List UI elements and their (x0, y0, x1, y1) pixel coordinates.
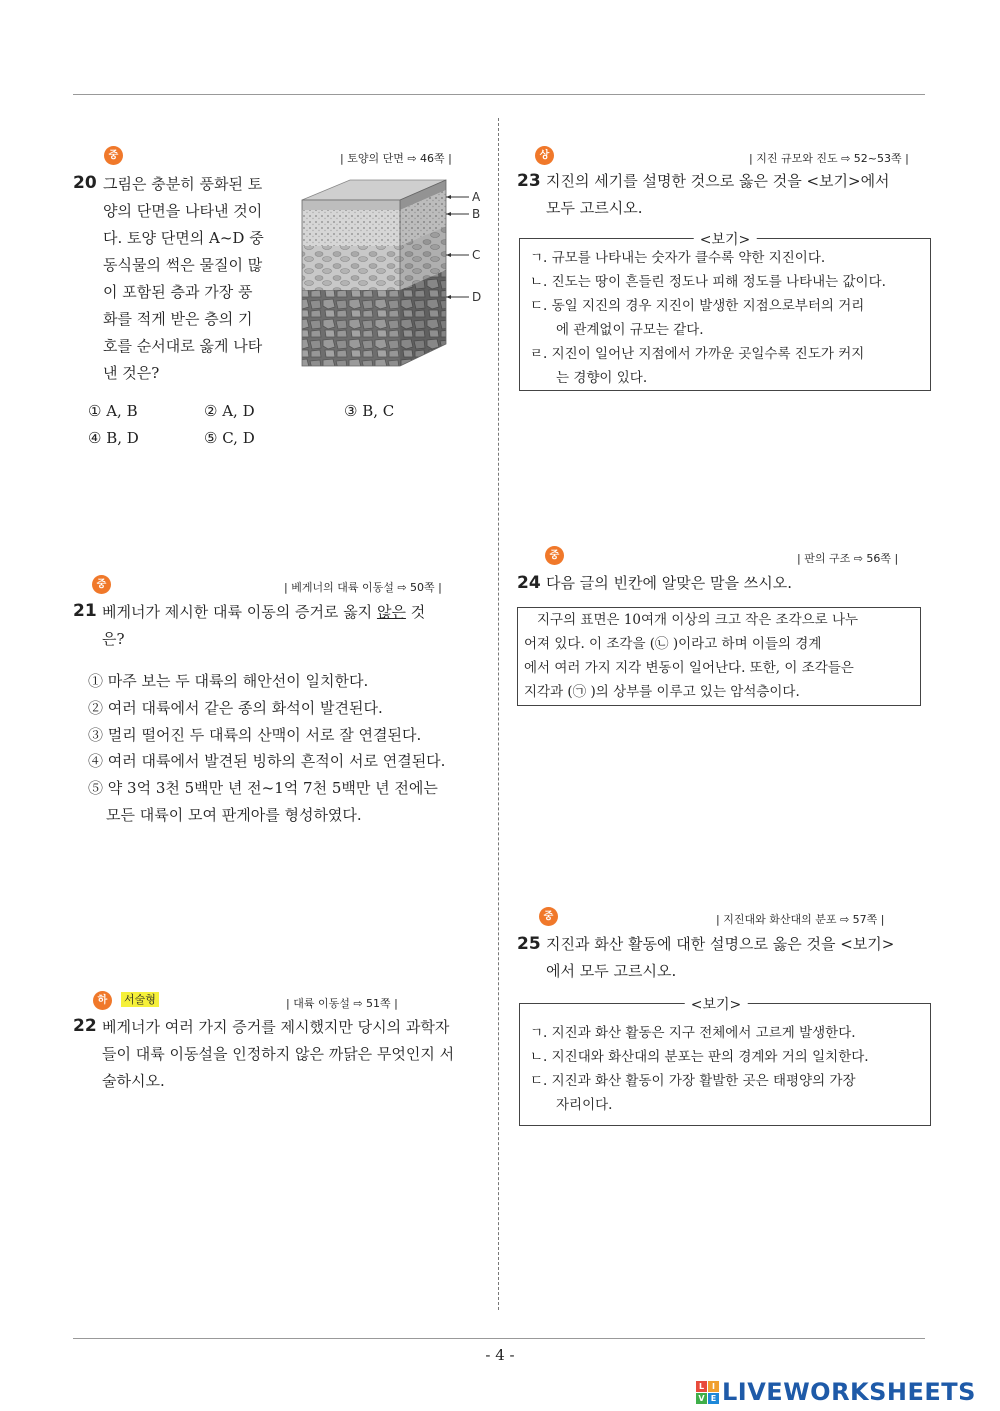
page-reference: | 지진대와 화산대의 분포 ⇨ 57쪽 | (716, 913, 885, 926)
soil-label-b: B (472, 207, 481, 221)
example-item: ㄷ. 지진과 화산 활동이 가장 활발한 곳은 태평양의 가장 (530, 1073, 856, 1089)
question-text: 그림은 충분히 풍화된 토 양의 단면을 나타낸 것이 다. 토양 단면의 A~D 중 동식물의 썩은 물질이 많 이 포함된 층과 가장 풍 화를 적게 받은 층의 기 호를 순서대로 옳게 나타 낸 것은? (103, 175, 264, 382)
page-number: - 4 - (485, 1346, 515, 1364)
example-item-continued: 에 관계없이 규모는 같다. (556, 322, 704, 338)
choice-5[interactable]: ⑤ 약 3억 3천 5백만 년 전~1억 7천 5백만 년 전에는 (88, 779, 438, 797)
example-box-title: <보기> (685, 994, 748, 1014)
example-item: ㄱ. 규모를 나타내는 숫자가 클수록 약한 지진이다. (530, 250, 826, 266)
choice-5[interactable]: ⑤ C, D (204, 429, 255, 447)
passage-line: 에서 여러 가지 지각 변동이 일어난다. 또한, 이 조각들은 (524, 660, 854, 676)
example-item: ㄷ. 동일 지진의 경우 지진이 발생한 지점으로부터의 거리 (530, 298, 865, 314)
page-reference: | 대륙 이동설 ⇨ 51쪽 | (286, 997, 398, 1010)
choice-3[interactable]: ③ 멀리 떨어진 두 대륙의 산맥이 서로 잘 연결된다. (88, 726, 422, 744)
question-number: 24 (517, 573, 541, 593)
question-number: 23 (517, 171, 541, 191)
soil-label-d: D (472, 290, 482, 304)
page-reference: | 지진 규모와 진도 ⇨ 52~53쪽 | (749, 152, 909, 165)
question-text: 베게너가 제시한 대륙 이동의 증거로 옳지 않은 것 은? (102, 603, 426, 648)
bottom-rule (73, 1338, 925, 1339)
passage-line: 어져 있다. 이 조각을 (㉡ )이라고 하며 이들의 경계 (524, 636, 822, 652)
column-divider (498, 118, 499, 1310)
page-reference: | 베게너의 대륙 이동설 ⇨ 50쪽 | (284, 581, 442, 594)
choice-2[interactable]: ② A, D (204, 402, 255, 420)
question-number: 22 (73, 1016, 97, 1036)
question-number: 20 (73, 173, 97, 193)
choice-1[interactable]: ① 마주 보는 두 대륙의 해안선이 일치한다. (88, 672, 369, 690)
page-reference: | 토양의 단면 ⇨ 46쪽 | (340, 152, 452, 165)
choice-1[interactable]: ① A, B (88, 402, 138, 420)
question-text: 지진과 화산 활동에 대한 설명으로 옳은 것을 <보기> 에서 모두 고르시오. (546, 935, 895, 980)
example-item: ㄴ. 진도는 땅이 흔들린 정도나 피해 정도를 나타내는 값이다. (530, 274, 886, 290)
passage-line: 지각과 (㉠ )의 상부를 이루고 있는 암석층이다. (524, 684, 800, 700)
difficulty-badge: 중 (92, 575, 111, 594)
passage-line: 지구의 표면은 10여개 이상의 크고 작은 조각으로 나누 (537, 612, 859, 628)
logo-grid-cell: I (708, 1381, 719, 1392)
choice-4[interactable]: ④ 여러 대륙에서 발견된 빙하의 흔적이 서로 연결된다. (88, 752, 446, 770)
question-number: 21 (73, 601, 97, 621)
soil-label-a: A (472, 190, 481, 204)
example-item-continued: 자리이다. (556, 1097, 613, 1113)
choice-3[interactable]: ③ B, C (344, 402, 395, 420)
logo-grid-cell: L (696, 1381, 707, 1392)
example-box-title: <보기> (694, 229, 757, 249)
liveworksheets-logo (696, 1378, 976, 1406)
difficulty-badge: 하 (93, 991, 112, 1010)
example-item: ㄴ. 지진대와 화산대의 분포는 판의 경계와 거의 일치한다. (530, 1049, 869, 1065)
question-text: 베게너가 여러 가지 증거를 제시했지만 당시의 과학자 들이 대륙 이동설을 인정하지 않은 까닭은 무엇인지 서 술하시오. (102, 1018, 455, 1090)
example-item-continued: 는 경향이 있다. (556, 370, 648, 386)
question-text: 다음 글의 빈칸에 알맞은 말을 쓰시오. (546, 574, 792, 592)
choice-4[interactable]: ④ B, D (88, 429, 139, 447)
soil-label-c: C (472, 248, 481, 262)
difficulty-badge: 상 (535, 146, 554, 165)
logo-text: LIVEWORKSHEETS (722, 1378, 976, 1406)
essay-tag: 서술형 (121, 992, 159, 1007)
top-rule (73, 94, 925, 95)
choice-5-continued: 모든 대륙이 모여 판게아를 형성하였다. (106, 806, 362, 824)
question-number: 25 (517, 934, 541, 954)
difficulty-badge: 중 (545, 546, 564, 565)
example-item: ㄹ. 지진이 일어난 지점에서 가까운 곳일수록 진도가 커지 (530, 346, 865, 362)
choice-2[interactable]: ② 여러 대륙에서 같은 종의 화석이 발견된다. (88, 699, 383, 717)
difficulty-badge: 중 (539, 907, 558, 926)
page-reference: | 판의 구조 ⇨ 56쪽 | (797, 552, 899, 565)
soil-profile-figure (296, 178, 496, 378)
logo-grid-icon (696, 1381, 719, 1404)
logo-grid-cell: V (696, 1393, 707, 1404)
question-text: 지진의 세기를 설명한 것으로 옳은 것을 <보기>에서 모두 고르시오. (546, 172, 890, 217)
logo-grid-cell: E (708, 1393, 719, 1404)
difficulty-badge: 중 (104, 146, 123, 165)
example-item: ㄱ. 지진과 화산 활동은 지구 전체에서 고르게 발생한다. (530, 1025, 856, 1041)
